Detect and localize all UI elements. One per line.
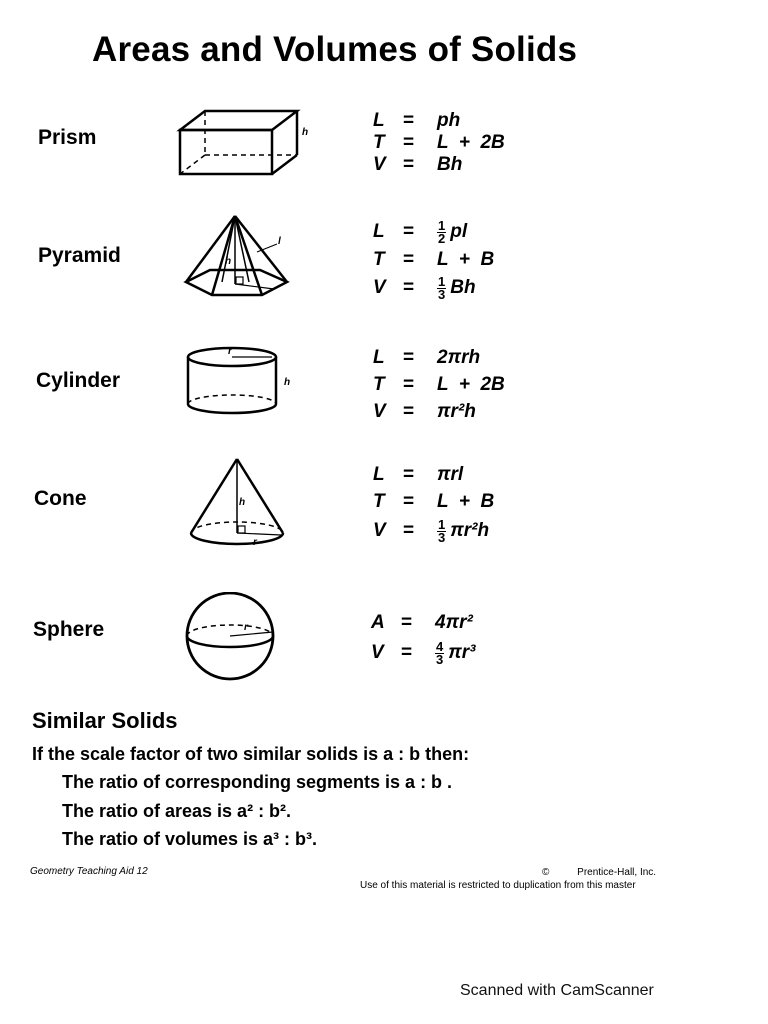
solid-name-prism: Prism [38, 126, 97, 149]
similar-line-areas: The ratio of areas is a² : b². [62, 801, 292, 821]
solid-name-pyramid: Pyramid [38, 244, 121, 267]
formulas-prism: L = ph T = L + 2B V = Bh [373, 110, 505, 175]
solid-name-cylinder: Cylinder [36, 369, 121, 392]
similar-line-segments: The ratio of corresponding segments is a : b . [62, 772, 453, 792]
solid-name-cone: Cone [34, 487, 87, 510]
label-r: r [228, 346, 232, 357]
label-h: h [239, 497, 246, 508]
label-h: h [302, 127, 309, 138]
formulas-sphere: A = 4πr² V = $\frac{4}{3}$ πr³ [371, 612, 476, 667]
copyright-line: © Prentice-Hall, Inc. [542, 867, 657, 878]
similar-line-volumes: The ratio of volumes is a³ : b³. [62, 829, 318, 849]
label-r: r [253, 537, 257, 548]
formulas-cone: L = πrl T = L + B V = $\frac{1}{3}$ πr²h [373, 464, 495, 545]
solid-name-sphere: Sphere [33, 618, 105, 641]
prism-figure [175, 105, 315, 180]
label-h: h [284, 377, 291, 388]
label-r: r [244, 622, 248, 633]
label-l: l [278, 236, 281, 247]
footer-copyright [360, 866, 656, 892]
section-heading: Similar Solids [32, 708, 178, 733]
similar-intro: If the scale factor of two similar solids is a : b then: [32, 744, 470, 764]
cone-figure [185, 455, 290, 550]
cylinder-figure [180, 340, 300, 422]
sphere-figure [178, 592, 283, 682]
formulas-pyramid: L = $\frac{1}{2}$ pl T = L + B V = $\frac{1}{3}$ Bh [373, 217, 495, 302]
pyramid-figure [182, 212, 297, 304]
formulas-cylinder: L = 2πrh T = L + 2B V = πr²h [373, 347, 505, 422]
label-h: h [225, 256, 232, 267]
page-title: Areas and Volumes of Solids [92, 30, 578, 69]
restriction-line: Use of this material is restricted to duplication from this master [360, 880, 636, 891]
scanner-watermark: Scanned with CamScanner [460, 982, 654, 999]
footer-source: Geometry Teaching Aid 12 [30, 866, 148, 877]
